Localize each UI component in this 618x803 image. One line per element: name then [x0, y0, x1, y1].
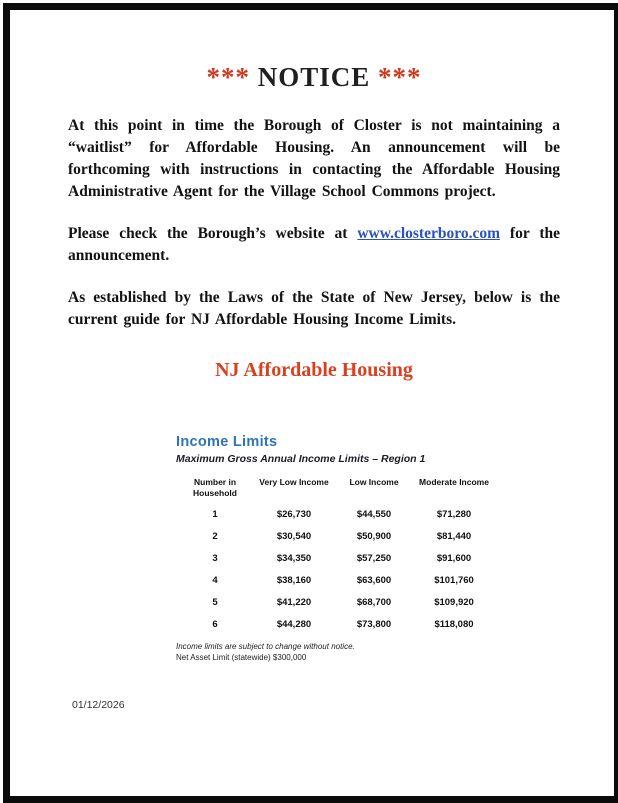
table-cell: $57,250 — [356, 553, 392, 565]
table-cell: 4 — [212, 575, 218, 587]
page-content — [10, 10, 614, 796]
table-cell: $30,540 — [276, 531, 312, 543]
table-cell: $71,280 — [436, 509, 472, 521]
nj-affordable-housing-heading: NJ Affordable Housing — [215, 359, 413, 381]
table-cell: $41,220 — [276, 597, 312, 609]
table-row — [176, 592, 494, 614]
income-limits-footnote: Income limits are subject to change without notice. — [176, 642, 355, 652]
paragraph-laws: As established by the Laws of the State of New Jersey, below is the current guide for NJ Affordable Housing Income Limits. — [68, 289, 560, 328]
table-cell: $34,350 — [276, 553, 312, 565]
table-cell: $50,900 — [356, 531, 392, 543]
paragraph-website-before: Please check the Borough’s website at — [68, 225, 358, 242]
table-cell: $63,600 — [356, 575, 392, 587]
header-moderate-income: Moderate Income — [419, 477, 489, 487]
table-row — [176, 614, 494, 636]
table-cell: $44,280 — [276, 619, 312, 631]
page-date: 01/12/2026 — [72, 699, 125, 711]
table-row — [176, 504, 494, 526]
table-row — [176, 570, 494, 592]
closterboro-link[interactable]: www.closterboro.com — [357, 225, 500, 242]
income-limits-table — [176, 475, 494, 636]
table-cell: 6 — [212, 619, 218, 631]
table-row — [176, 526, 494, 548]
table-cell: $81,440 — [436, 531, 472, 543]
table-cell: $101,760 — [434, 575, 474, 587]
paragraph-website — [68, 223, 560, 267]
table-cell: $73,800 — [356, 619, 392, 631]
table-cell: $109,920 — [434, 597, 474, 609]
table-cell: 2 — [212, 531, 218, 543]
table-row — [176, 548, 494, 570]
table-cell: 1 — [212, 509, 218, 521]
header-number-in-household: Number in Household — [193, 477, 237, 498]
scanned-notice-page — [3, 3, 618, 803]
table-cell: $118,080 — [434, 619, 474, 631]
table-cell: 3 — [212, 553, 218, 565]
paragraph-website-after: for the announcement. — [68, 225, 560, 264]
table-cell: $68,700 — [356, 597, 392, 609]
table-header-row — [176, 475, 494, 504]
notice-title-stars-right: *** — [378, 62, 422, 92]
header-low-income: Low Income — [349, 477, 399, 487]
net-asset-limit-note: Net Asset Limit (statewide) $300,000 — [176, 653, 307, 663]
notice-title — [68, 62, 560, 93]
notice-title-stars-left: *** — [206, 62, 250, 92]
header-very-low-income: Very Low Income — [259, 477, 329, 487]
notice-title-word: NOTICE — [257, 62, 371, 92]
table-cell: $26,730 — [276, 509, 312, 521]
table-cell: $91,600 — [436, 553, 472, 565]
income-limits-heading: Income Limits — [176, 434, 278, 450]
table-cell: 5 — [212, 597, 218, 609]
income-limits-section — [176, 434, 506, 662]
paragraph-waitlist: At this point in time the Borough of Closter is not maintaining a “waitlist” for Affordable Housing. An announcement will be forthcoming with instructions in contacting the Affordable Housing Administrative Agent for the Village School Commons project. — [68, 117, 560, 200]
table-cell: $38,160 — [276, 575, 312, 587]
income-limits-subtitle: Maximum Gross Annual Income Limits – Region 1 — [176, 453, 426, 465]
table-cell: $44,550 — [356, 509, 392, 521]
